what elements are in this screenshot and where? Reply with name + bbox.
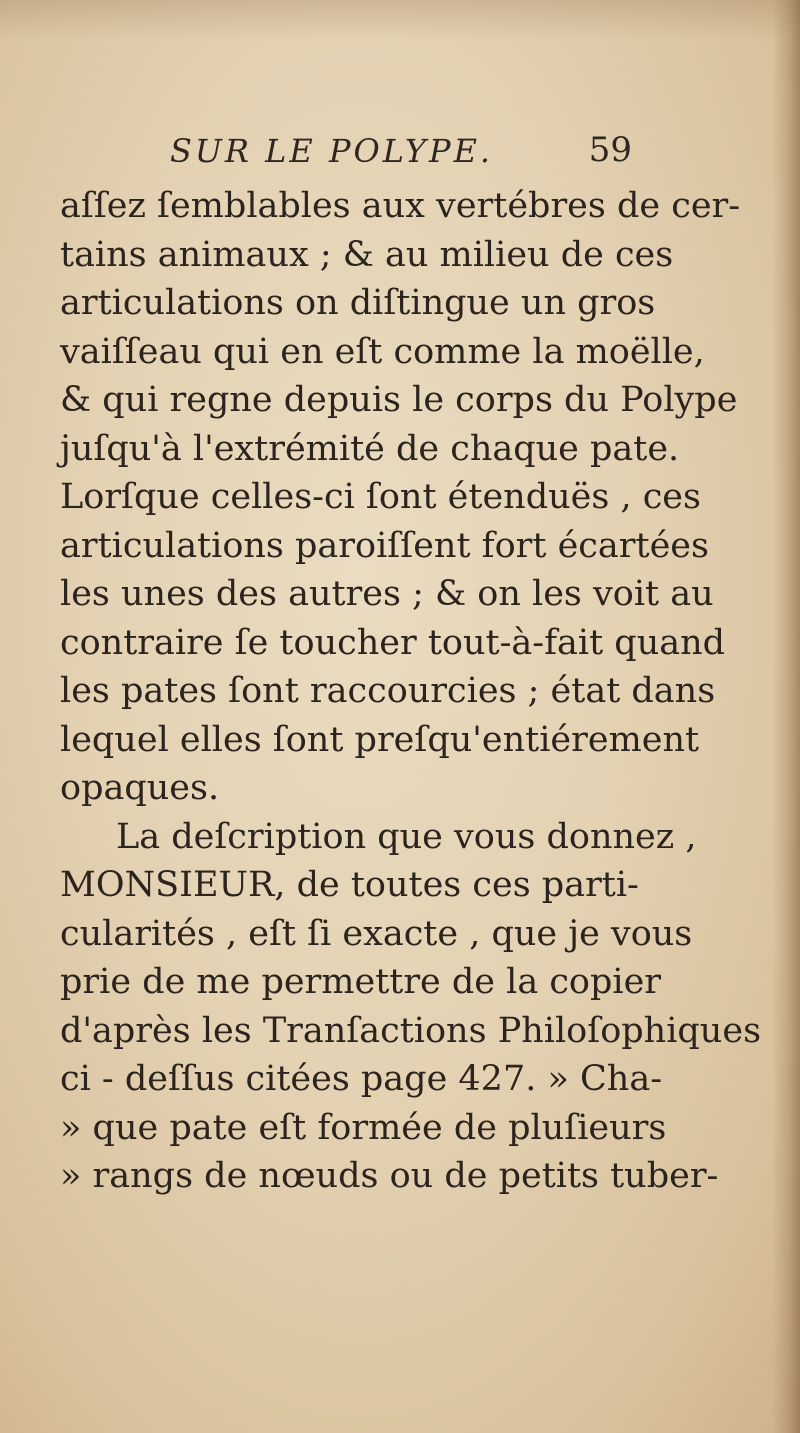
body-text xyxy=(60,182,762,1201)
text-line: Lorſque celles-ci ſont étenduës , ces xyxy=(60,477,701,517)
page-edge-shadow xyxy=(772,0,800,1433)
text-line: les pates ſont raccourcies ; état dans xyxy=(60,671,716,711)
text-line: d'après les Tranſactions Philoſophiques xyxy=(60,1010,762,1051)
text-line: vaiſſeau qui en eſt comme la moëlle, xyxy=(60,331,705,372)
paragraph-start-line: La deſcription que vous donnez , xyxy=(116,816,697,857)
text-line: MONSIEUR, de toutes ces parti- xyxy=(60,865,639,905)
page-top-shadow xyxy=(0,0,800,40)
text-line: » rangs de nœuds ou de petits tuber- xyxy=(60,1156,719,1196)
text-line: tains animaux ; & au milieu de ces xyxy=(60,234,674,275)
text-line: articulations paroiſſent fort écartées xyxy=(60,525,709,566)
text-line: cularités , eſt ſi exacte , que je vous xyxy=(60,913,693,954)
text-line: aſſez ſemblables aux vertébres de cer- xyxy=(60,186,741,226)
page-number: 59 xyxy=(588,130,632,170)
text-line: les unes des autres ; & on les voit au xyxy=(60,574,714,614)
text-line: opaques. xyxy=(60,768,220,808)
running-title: SUR LE POLYPE. xyxy=(170,132,494,170)
page-header xyxy=(170,130,632,180)
text-line: juſqu'à l'extrémité de chaque pate. xyxy=(60,428,680,469)
text-line: » que pate eſt formée de pluſieurs xyxy=(60,1107,667,1148)
text-line: articulations on diſtingue un gros xyxy=(60,283,656,323)
text-line: contraire ſe toucher tout-à-fait quand xyxy=(60,622,726,663)
text-line: & qui regne depuis le corps du Polype xyxy=(60,380,738,420)
text-line: lequel elles ſont preſqu'entiérement xyxy=(60,719,700,760)
text-line: ci - deſſus citées page 427. » Cha- xyxy=(60,1059,663,1099)
text-line: prie de me permettre de la copier xyxy=(60,962,662,1002)
